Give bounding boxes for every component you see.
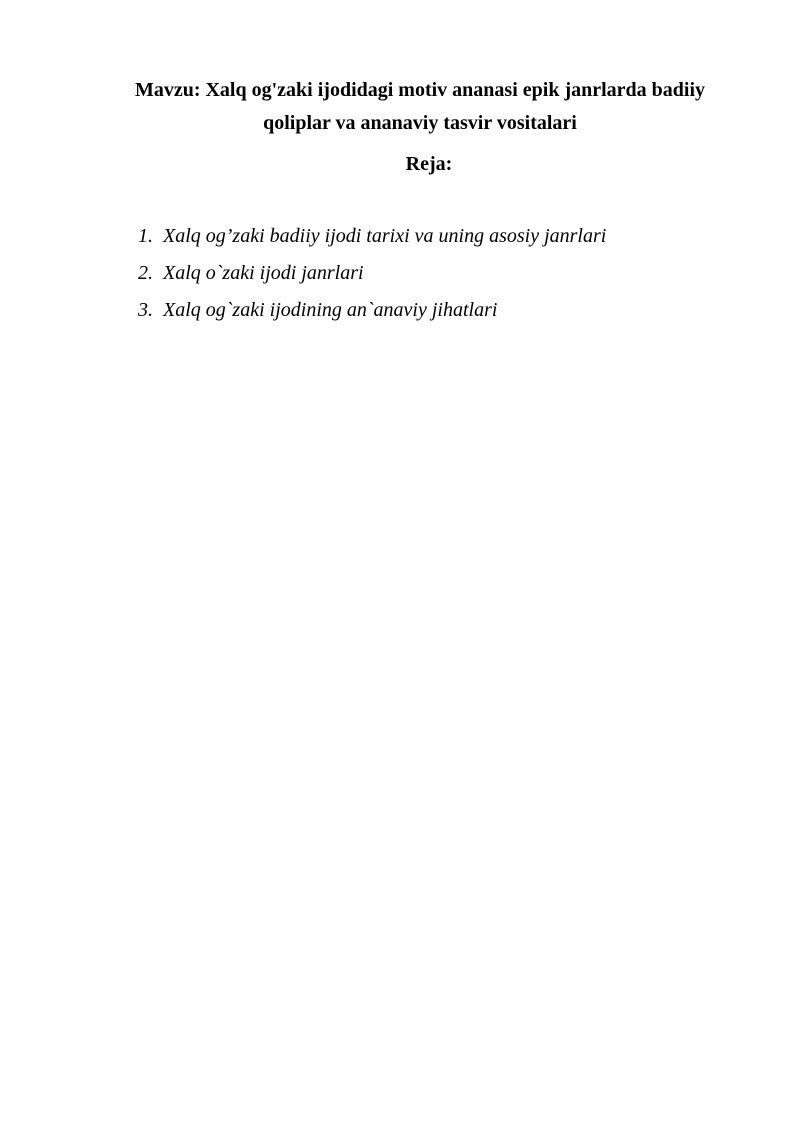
title-line-2: qoliplar va ananaviy tasvir vositalari bbox=[263, 112, 577, 134]
plan-list bbox=[138, 225, 606, 336]
plan-item-text: Xalq o`zaki ijodi janrlari bbox=[163, 262, 364, 284]
plan-item-text: Xalq og`zaki ijodining an`anaviy jihatlari bbox=[163, 299, 498, 321]
plan-item-2 bbox=[138, 262, 606, 299]
plan-item-3 bbox=[138, 299, 606, 336]
plan-heading: Reja: bbox=[405, 153, 453, 175]
plan-item-number: 2. bbox=[138, 262, 153, 284]
plan-item-text: Xalq og’zaki badiiy ijodi tarixi va uning asosiy janrlari bbox=[163, 225, 607, 247]
plan-item-number: 3. bbox=[138, 299, 153, 321]
plan-item-number: 1. bbox=[138, 225, 153, 247]
title-line-1: Mavzu: Xalq og'zaki ijodidagi motiv ananasi epik janrlarda badiiy bbox=[134, 79, 706, 101]
plan-item-1 bbox=[138, 225, 606, 262]
document-title bbox=[110, 74, 730, 140]
